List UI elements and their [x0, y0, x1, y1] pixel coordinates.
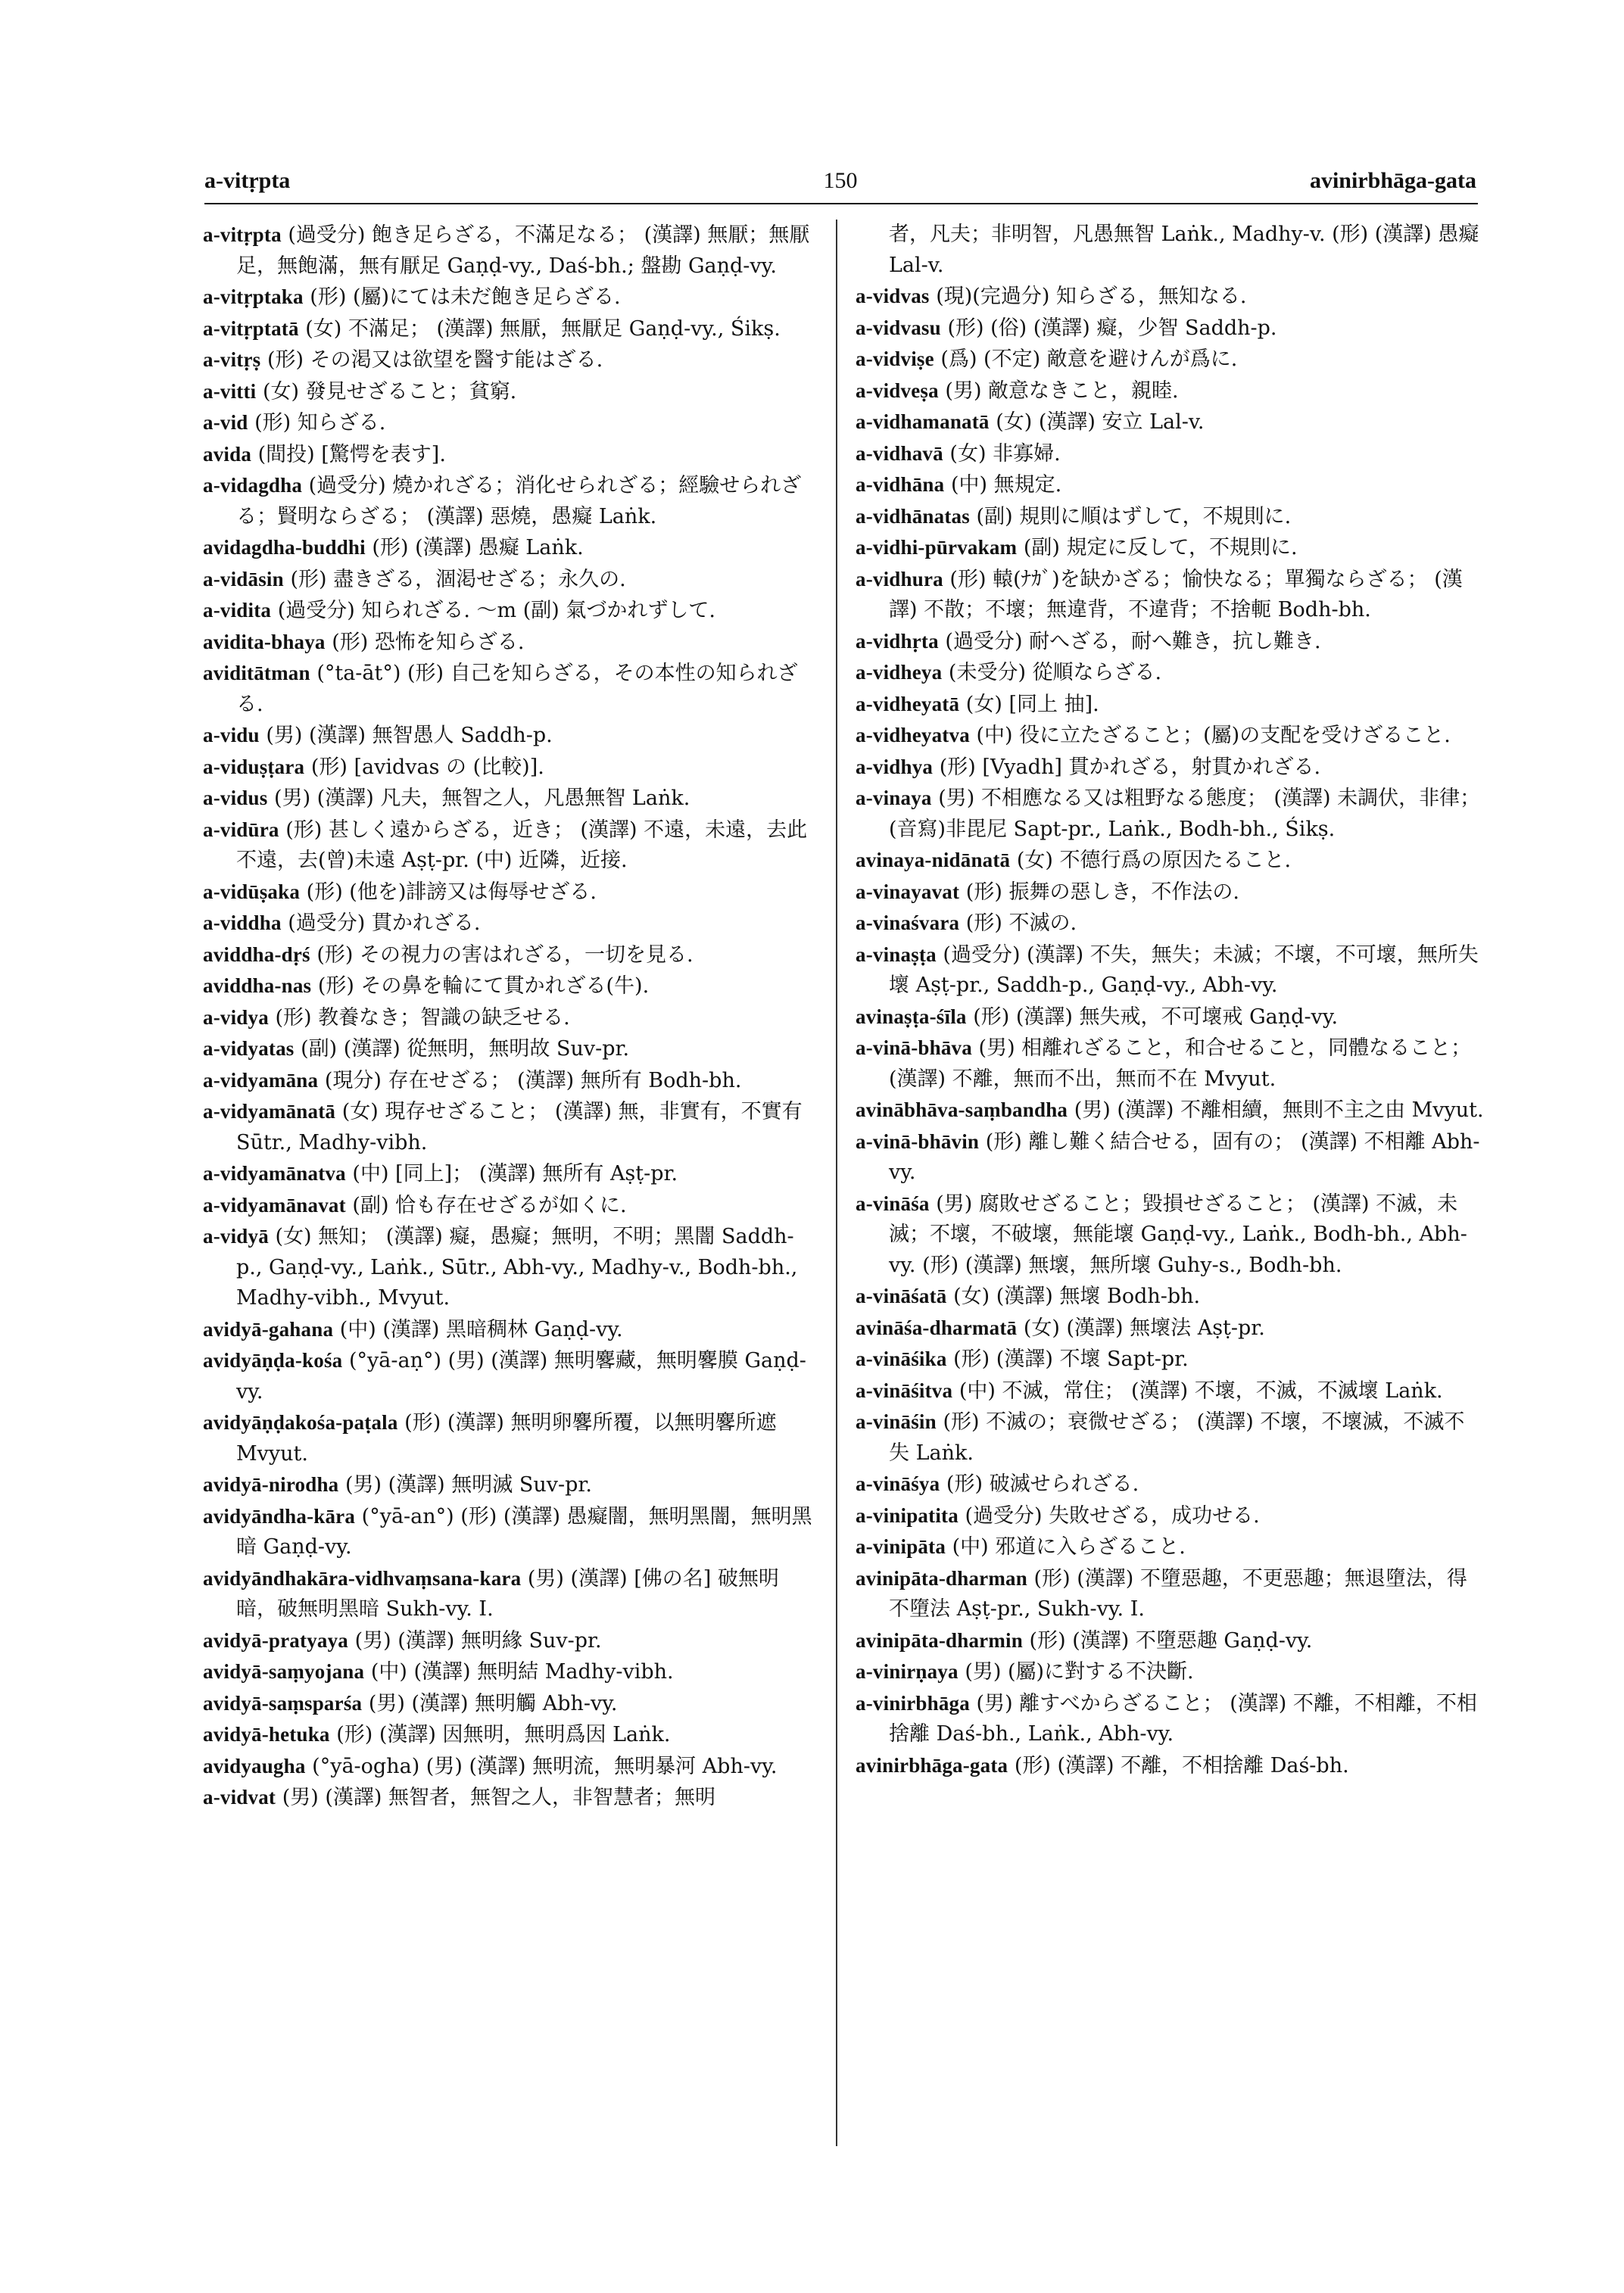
dictionary-entry: [203, 1221, 816, 1314]
entry-definition: (°yā-ogha) (男) (漢譯) 無明流，無明暴河 Abh-vy.: [312, 1754, 778, 1778]
dictionary-entry: [856, 313, 1484, 344]
entry-headword: avidyā-gahana: [203, 1317, 334, 1341]
dictionary-entry: [203, 1314, 816, 1346]
dictionary-entry: [203, 220, 816, 282]
entry-headword: avidyā-saṃyojana: [203, 1660, 365, 1683]
right-column: [856, 220, 1484, 1781]
entry-headword: a-vinaṣṭa: [856, 942, 937, 966]
entry-definition: (中) 役に立たざること；(屬)の支配を受けざること.: [976, 724, 1451, 747]
entry-definition: (形) 盡きざる，涸渇せざる；永久の.: [290, 567, 626, 591]
dictionary-entry: [203, 564, 816, 596]
entry-definition: (形) 不滅の；衰微せざる； (漢譯) 不壞，不壞滅，不滅不失 Laṅk.: [889, 1410, 1465, 1465]
dictionary-entry: [203, 1002, 816, 1034]
entry-headword: a-vināśatā: [856, 1285, 947, 1307]
entry-headword: a-vināśin: [856, 1410, 937, 1433]
dictionary-entry: [856, 939, 1484, 1002]
dictionary-entry: [856, 532, 1484, 564]
entry-headword: a-vidagdha: [203, 474, 303, 497]
entry-headword: a-vidvas: [856, 285, 930, 307]
entry-headword: avināśa-dharmatā: [856, 1316, 1018, 1339]
dictionary-entry: [203, 720, 816, 752]
entry-definition: (男) 相離れざること，和合せること，同體なること； (漢譯) 不離，無而不出，無而不在 Mvyut.: [889, 1036, 1472, 1091]
entry-headword: a-vidyā: [203, 1225, 269, 1248]
entry-headword: a-vidyamānavat: [203, 1193, 346, 1217]
entry-headword: a-vidheyatā: [856, 692, 960, 715]
dictionary-entry: [856, 1313, 1484, 1344]
entry-definition: (形) 振舞の惡しき，不作法の.: [965, 880, 1239, 904]
dictionary-entry: [203, 595, 816, 627]
dictionary-entry: [203, 1345, 816, 1407]
entry-definition: (男) (屬)に對する不決斷.: [965, 1660, 1194, 1684]
entry-headword: a-vināśika: [856, 1347, 947, 1370]
dictionary-entry: [856, 1688, 1484, 1750]
dictionary-entry: [856, 1344, 1484, 1375]
entry-headword: a-vidyamāna: [203, 1068, 319, 1092]
entry-definition: (°yā-aṇ°) (男) (漢譯) 無明𪊲藏，無明𪊲膜 Gaṇḍ-vy.: [236, 1349, 806, 1404]
entry-headword: a-vitti: [203, 379, 257, 403]
entry-definition: (男) (漢譯) 無明滅 Suv-pr.: [344, 1473, 592, 1497]
entry-headword: a-vidhāna: [856, 473, 945, 496]
entry-headword: a-vidvat: [203, 1786, 276, 1809]
entry-definition: (過受分) 燒かれざる；消化せられざる；經驗せられざる；賢明ならざる； (漢譯) 惡燒，愚癡 Laṅk.: [236, 474, 802, 528]
entry-definition: (形) (漢譯) 不墮惡趣，不更惡趣；無退墮法，得不墮法 Aṣṭ-pr., Sukh-vy. I.: [889, 1566, 1467, 1621]
entry-definition: (形) (漢譯) 不墮惡趣 Gaṇḍ-vy.: [1029, 1628, 1313, 1653]
entry-headword: a-vidyatas: [203, 1037, 295, 1060]
dictionary-entry: [856, 469, 1484, 501]
dictionary-entry: [203, 1469, 816, 1501]
entry-definition: (女) [同上 抽].: [965, 692, 1099, 716]
entry-headword: avinaṣṭa-śīla: [856, 1005, 967, 1028]
dictionary-entry: [203, 1096, 816, 1158]
dictionary-entry: [203, 1688, 816, 1720]
left-guide-word: a-vitṛpta: [204, 168, 291, 193]
column-divider: [836, 220, 837, 2146]
dictionary-entry: [856, 375, 1484, 407]
dictionary-entry: [203, 1625, 816, 1657]
dictionary-entry: [856, 220, 1484, 281]
entry-headword: a-vidhamanatā: [856, 410, 990, 433]
entry-definition: (形) (漢譯) 無明卵𪊲所覆，以無明𪊲所遮 Mvyut.: [236, 1411, 777, 1466]
entry-headword: a-vinirbhāga: [856, 1691, 970, 1715]
entry-headword: a-vitṛṣ: [203, 348, 261, 371]
dictionary-entry: [203, 1033, 816, 1065]
dictionary-entry: [203, 1190, 816, 1222]
entry-headword: a-vinayavat: [856, 880, 960, 903]
entry-definition: (女) 無知； (漢譯) 癡，愚癡；無明，不明；黑闇 Saddh-p., Gaṇḍ-vy., Laṅk., Sūtr., Abh-vy., Madhy-v., Bodh-bh., Madhy-vibh., Mvyut.: [236, 1225, 798, 1310]
entry-definition: (男) (漢譯) 無明觸 Abh-vy.: [368, 1691, 618, 1715]
entry-definition: (形) (漢譯) 不離，不相捨離 Daś-bh.: [1014, 1753, 1349, 1777]
dictionary-entry: [856, 281, 1484, 313]
entry-definition: 者，凡夫；非明智，凡愚無智 Laṅk., Madhy-v. (形) (漢譯) 愚癡 Lal-v.: [889, 223, 1479, 277]
dictionary-entry: [203, 1501, 816, 1563]
entry-definition: (中) 無規定.: [950, 473, 1062, 497]
entry-headword: avidyā-hetuka: [203, 1723, 330, 1746]
dictionary-entry: [203, 407, 816, 439]
entry-headword: a-vinipāta: [856, 1535, 946, 1558]
entry-definition: (形) (他を)誹謗又は侮辱せざる.: [306, 880, 597, 904]
entry-headword: avidyā-saṃsparśa: [203, 1691, 363, 1715]
entry-definition: (形) (屬)にては未だ飽き足らざる.: [310, 285, 621, 309]
entry-headword: a-vidhavā: [856, 441, 943, 465]
entry-definition: (形) 轅(ﾅｶﾞ)を缺かざる；愉快なる；單獨ならざる； (漢譯) 不散；不壞；無違背，不違背；不捨軛 Bodh-bh.: [889, 567, 1463, 622]
entry-definition: (中) [同上]； (漢譯) 無所有 Aṣṭ-pr.: [352, 1162, 678, 1185]
entry-definition: (副) 規則に順はずして，不規則に.: [976, 504, 1292, 528]
page-header: [204, 168, 1476, 213]
dictionary-entry: [856, 657, 1484, 689]
dictionary-entry: [203, 1656, 816, 1688]
entry-definition: (形) その渇又は欲望を醫す能はざる.: [267, 348, 603, 372]
entry-definition: (男) (漢譯) 無智愚人 Saddh-p.: [266, 724, 553, 747]
entry-headword: a-vinā-bhāva: [856, 1036, 972, 1059]
entry-headword: avinipāta-dharmin: [856, 1628, 1023, 1652]
dictionary-entry: [856, 564, 1484, 626]
entry-headword: a-vidhya: [856, 755, 934, 778]
entry-definition: (男) (漢譯) 無智者，無智之人，非智慧者；無明: [282, 1786, 716, 1809]
dictionary-entry: [203, 752, 816, 784]
entry-definition: (男) (漢譯) [佛の名] 破無明暗，破無明黑暗 Sukh-vy. I.: [236, 1566, 779, 1621]
entry-headword: a-vid: [203, 411, 248, 434]
dictionary-entry: [203, 1563, 816, 1625]
dictionary-entry: [856, 438, 1484, 470]
entry-definition: (女) 發見せざること；貧窮.: [262, 379, 517, 403]
entry-definition: (副) (漢譯) 從無明，無明故 Suv-pr.: [301, 1037, 630, 1061]
entry-definition: (過受分) 貫かれざる.: [288, 911, 481, 935]
entry-definition: (女) 不滿足； (漢譯) 無厭，無厭足 Gaṇḍ-vy., Śikṣ.: [305, 316, 781, 341]
entry-definition: (男) 不相應なる又は粗野なる態度； (漢譯) 未調伏，非律；(音寫)非毘尼 Sapt-pr., Laṅk., Bodh-bh., Śikṣ.: [889, 787, 1481, 841]
entry-definition: (女) 不德行爲の原因たること.: [1016, 849, 1292, 872]
entry-headword: a-vidvasu: [856, 316, 941, 339]
entry-headword: avinipāta-dharman: [856, 1566, 1027, 1590]
dictionary-entry: [203, 1407, 816, 1469]
entry-headword: avidyā-nirodha: [203, 1473, 339, 1496]
entry-definition: (形) (俗) (漢譯) 癡，少智 Saddh-p.: [947, 316, 1277, 340]
dictionary-entry: [203, 815, 816, 877]
entry-headword: a-vitṛpta: [203, 223, 282, 246]
left-column: [203, 220, 816, 1814]
entry-headword: avidita-bhaya: [203, 630, 326, 653]
entry-headword: a-vidhi-pūrvakam: [856, 536, 1018, 559]
entry-definition: (形) 離し難く結合せる，固有の； (漢譯) 不相離 Abh-vy.: [889, 1129, 1480, 1184]
entry-definition: (中) (漢譯) 無明結 Madhy-vibh.: [370, 1660, 674, 1684]
entry-definition: (副) 規定に反して，不規則に.: [1023, 536, 1298, 559]
dictionary-entry: [856, 689, 1484, 721]
entry-headword: a-vidu: [203, 724, 260, 746]
entry-definition: (形) [avidvas の (比較)].: [310, 755, 544, 779]
entry-headword: aviddha-dṛś: [203, 942, 310, 966]
entry-headword: a-vidya: [203, 1005, 269, 1029]
entry-definition: (中) 邪道に入らざること.: [952, 1535, 1186, 1559]
entry-headword: a-vināśitva: [856, 1379, 953, 1402]
entry-headword: aviddha-nas: [203, 974, 312, 997]
entry-definition: (形) 教養なき；智識の缺乏せる.: [275, 1005, 570, 1030]
entry-headword: a-vinaśvara: [856, 911, 960, 934]
dictionary-entry: [856, 1500, 1484, 1532]
entry-definition: (過受分) 耐へざる，耐へ難き，抗し難き.: [945, 629, 1321, 653]
dictionary-entry: [203, 877, 816, 908]
dictionary-entry: [856, 407, 1484, 438]
dictionary-entry: [203, 1782, 816, 1814]
right-guide-word: avinirbhāga-gata: [1309, 168, 1476, 193]
entry-definition: (形) (漢譯) 不壞 Sapt-pr.: [953, 1347, 1189, 1371]
dictionary-entry: [203, 470, 816, 532]
entry-definition: (過受分) 飽き足らざる，不滿足なる； (漢譯) 無厭；無厭足，無飽滿，無有厭足 Gaṇḍ-vy., Daś-bh.; 盤勘 Gaṇḍ-vy.: [236, 223, 810, 278]
entry-definition: (°yā-an°) (形) (漢譯) 愚癡闇，無明黑闇，無明黑暗 Gaṇḍ-vy.: [236, 1504, 812, 1559]
dictionary-entry: [203, 627, 816, 659]
entry-headword: avida: [203, 442, 252, 466]
entry-headword: a-vidheyatva: [856, 724, 970, 746]
dictionary-entry: [203, 908, 816, 939]
entry-definition: (過受分) 失敗せざる，成功せる.: [965, 1503, 1260, 1528]
dictionary-entry: [856, 1750, 1484, 1782]
entry-definition: (女) (漢譯) 安立 Lal-v.: [996, 410, 1205, 434]
dictionary-entry: [856, 1189, 1484, 1282]
dictionary-entry: [203, 282, 816, 313]
entry-headword: avidyāṇḍa-kośa: [203, 1349, 343, 1372]
entry-headword: avidyāndha-kāra: [203, 1504, 356, 1528]
dictionary-entry: [856, 1002, 1484, 1033]
entry-headword: a-vināśya: [856, 1472, 940, 1495]
entry-definition: (間投) [驚愕を表す].: [257, 442, 446, 466]
entry-definition: (未受分) 從順ならざる.: [948, 661, 1162, 684]
entry-definition: (過受分) 知られざる. 〜m (副) 氣づかれずして.: [277, 599, 715, 622]
dictionary-entry: [856, 1033, 1484, 1095]
entry-definition: (形) 不滅の.: [965, 911, 1077, 935]
entry-definition: (男) 腐敗せざること；毀損せざること； (漢譯) 不滅，未滅；不壞，不破壞，無能壞 Gaṇḍ-vy., Laṅk., Bodh-bh., Abh-vy. (形) (漢譯) 無壞，無所壞 Guhy-s., Bodh-bh.: [889, 1192, 1467, 1277]
dictionary-entry: [856, 877, 1484, 908]
dictionary-entry: [856, 845, 1484, 877]
entry-headword: a-vidūṣaka: [203, 880, 301, 903]
entry-headword: a-vidhānatas: [856, 504, 970, 528]
dictionary-entry: [856, 1095, 1484, 1126]
entry-definition: (中) (漢譯) 黑暗稠林 Gaṇḍ-vy.: [339, 1317, 623, 1341]
entry-definition: (°ta-āt°) (形) 自己を知らざる，その本性の知られざる.: [236, 662, 798, 716]
dictionary-entry: [856, 1281, 1484, 1313]
dictionary-entry: [203, 1751, 816, 1783]
entry-headword: a-vidāsin: [203, 567, 284, 590]
dictionary-entry: [203, 658, 816, 720]
entry-headword: avidagdha-buddhi: [203, 536, 366, 559]
dictionary-entry: [856, 1407, 1484, 1469]
entry-definition: (副) 恰も存在せざるが如くに.: [352, 1193, 627, 1217]
entry-headword: a-vidyamānatva: [203, 1162, 346, 1185]
dictionary-entry: [203, 783, 816, 815]
entry-definition: (形) (漢譯) 無失戒，不可壞戒 Gaṇḍ-vy.: [973, 1005, 1339, 1029]
dictionary-entry: [856, 626, 1484, 658]
entry-definition: (現分) 存在せざる； (漢譯) 無所有 Bodh-bh.: [324, 1068, 742, 1092]
dictionary-entry: [203, 1158, 816, 1190]
entry-headword: avidyā-pratyaya: [203, 1628, 348, 1652]
dictionary-entry: [856, 1563, 1484, 1625]
entry-definition: (女) 非寡婦.: [949, 441, 1061, 466]
entry-headword: a-vidūra: [203, 818, 279, 841]
dictionary-entry: [856, 720, 1484, 752]
entry-headword: avinaya-nidānatā: [856, 849, 1011, 871]
entry-headword: a-viduṣṭara: [203, 755, 305, 778]
entry-headword: avidyāndhakāra-vidhvaṃsana-kara: [203, 1566, 522, 1590]
entry-definition: (形) 甚しく遠からざる，近き； (漢譯) 不遠，未遠，去此不遠，去(曾)未遠 Aṣṭ-pr. (中) 近隣，近接.: [236, 818, 808, 872]
entry-headword: a-vidviṣe: [856, 347, 934, 370]
entry-headword: a-vinipatita: [856, 1503, 959, 1527]
dictionary-entry: [203, 313, 816, 345]
entry-definition: (男) 敵意なきこと，親睦.: [945, 379, 1179, 403]
page-number: 150: [823, 168, 858, 193]
dictionary-entry: [203, 344, 816, 376]
entry-definition: (女) (漢譯) 無壞法 Aṣṭ-pr.: [1023, 1316, 1265, 1340]
entry-definition: (中) 不滅，常住； (漢譯) 不壞，不滅，不滅壞 Laṅk.: [959, 1379, 1443, 1403]
entry-headword: a-vinā-bhāvin: [856, 1129, 980, 1153]
dictionary-entry: [203, 532, 816, 564]
entry-definition: (形) (漢譯) 愚癡 Laṅk.: [372, 536, 584, 559]
entry-headword: a-vināśa: [856, 1192, 930, 1215]
entry-headword: avidyāṇḍakośa-paṭala: [203, 1411, 398, 1434]
entry-headword: avinābhāva-saṃbandha: [856, 1098, 1068, 1121]
entry-headword: a-vidveṣa: [856, 379, 939, 402]
dictionary-entry: [856, 1126, 1484, 1189]
entry-definition: (現)(完過分) 知らざる，無知なる.: [936, 285, 1247, 308]
entry-headword: a-viddha: [203, 911, 282, 934]
entry-headword: a-vidhura: [856, 567, 943, 590]
dictionary-entry: [203, 439, 816, 471]
dictionary-entry: [856, 344, 1484, 375]
dictionary-entry: [856, 1656, 1484, 1688]
dictionary-entry: [856, 1625, 1484, 1657]
entry-definition: (過受分) (漢譯) 不失，無失；未滅；不壞，不可壞，無所失壞 Aṣṭ-pr., Saddh-p., Gaṇḍ-vy., Abh-vy.: [889, 942, 1479, 997]
entry-headword: a-vidita: [203, 599, 272, 622]
entry-headword: a-vidhṛta: [856, 629, 939, 653]
header-rule: [204, 203, 1478, 204]
entry-definition: (形) (漢譯) 因無明，無明爲因 Laṅk.: [336, 1723, 671, 1746]
entry-headword: avidyaugha: [203, 1754, 306, 1777]
dictionary-entry: [856, 908, 1484, 939]
dictionary-entry: [203, 376, 816, 408]
entry-definition: (爲) (不定) 敵意を避けんが爲に.: [940, 347, 1238, 371]
entry-definition: (女) (漢譯) 無壞 Bodh-bh.: [953, 1285, 1201, 1308]
dictionary-entry: [203, 970, 816, 1002]
entry-definition: (形) 破滅せられざる.: [946, 1472, 1139, 1496]
dictionary-entry: [856, 1469, 1484, 1500]
dictionary-entry: [203, 1065, 816, 1097]
entry-headword: a-vidyamānatā: [203, 1100, 336, 1123]
dictionary-entry: [203, 939, 816, 971]
entry-headword: a-vidheya: [856, 661, 943, 684]
entry-headword: avinirbhāga-gata: [856, 1753, 1008, 1777]
dictionary-entry: [856, 1375, 1484, 1407]
entry-definition: (形) その鼻を輪にて貫かれざる(牛).: [317, 974, 650, 998]
entry-headword: a-vinirṇaya: [856, 1660, 959, 1683]
entry-definition: (形) 知らざる.: [254, 411, 386, 435]
entry-headword: a-vidus: [203, 787, 268, 809]
dictionary-entry: [856, 501, 1484, 533]
entry-headword: a-vitṛptaka: [203, 285, 304, 308]
entry-definition: (形) 恐怖を知らざる.: [332, 630, 525, 654]
entry-definition: (男) (漢譯) 不離相續，無則不主之由 Mvyut.: [1074, 1098, 1484, 1122]
entry-definition: (形) その視力の害はれざる，一切を見る.: [316, 942, 694, 967]
entry-definition: (男) 離すべからざること； (漢譯) 不離，不相離，不相捨離 Daś-bh., Laṅk., Abh-vy.: [889, 1691, 1477, 1746]
entry-headword: a-vitṛptatā: [203, 316, 299, 340]
entry-definition: (男) (漢譯) 凡夫，無智之人，凡愚無智 Laṅk.: [274, 787, 690, 810]
dictionary-entry: [856, 752, 1484, 784]
entry-definition: (形) [Vyadh] 貫かれざる，射貫かれざる.: [939, 755, 1321, 779]
dictionary-entry: [856, 783, 1484, 845]
entry-headword: aviditātman: [203, 662, 310, 684]
entry-definition: (男) (漢譯) 無明緣 Suv-pr.: [354, 1628, 602, 1653]
dictionary-entry: [203, 1719, 816, 1751]
dictionary-entry: [856, 1531, 1484, 1563]
entry-headword: a-vinaya: [856, 787, 932, 809]
entry-definition: (女) 現存せざること； (漢譯) 無，非實有，不實有 Sūtr., Madhy-vibh.: [236, 1100, 803, 1154]
